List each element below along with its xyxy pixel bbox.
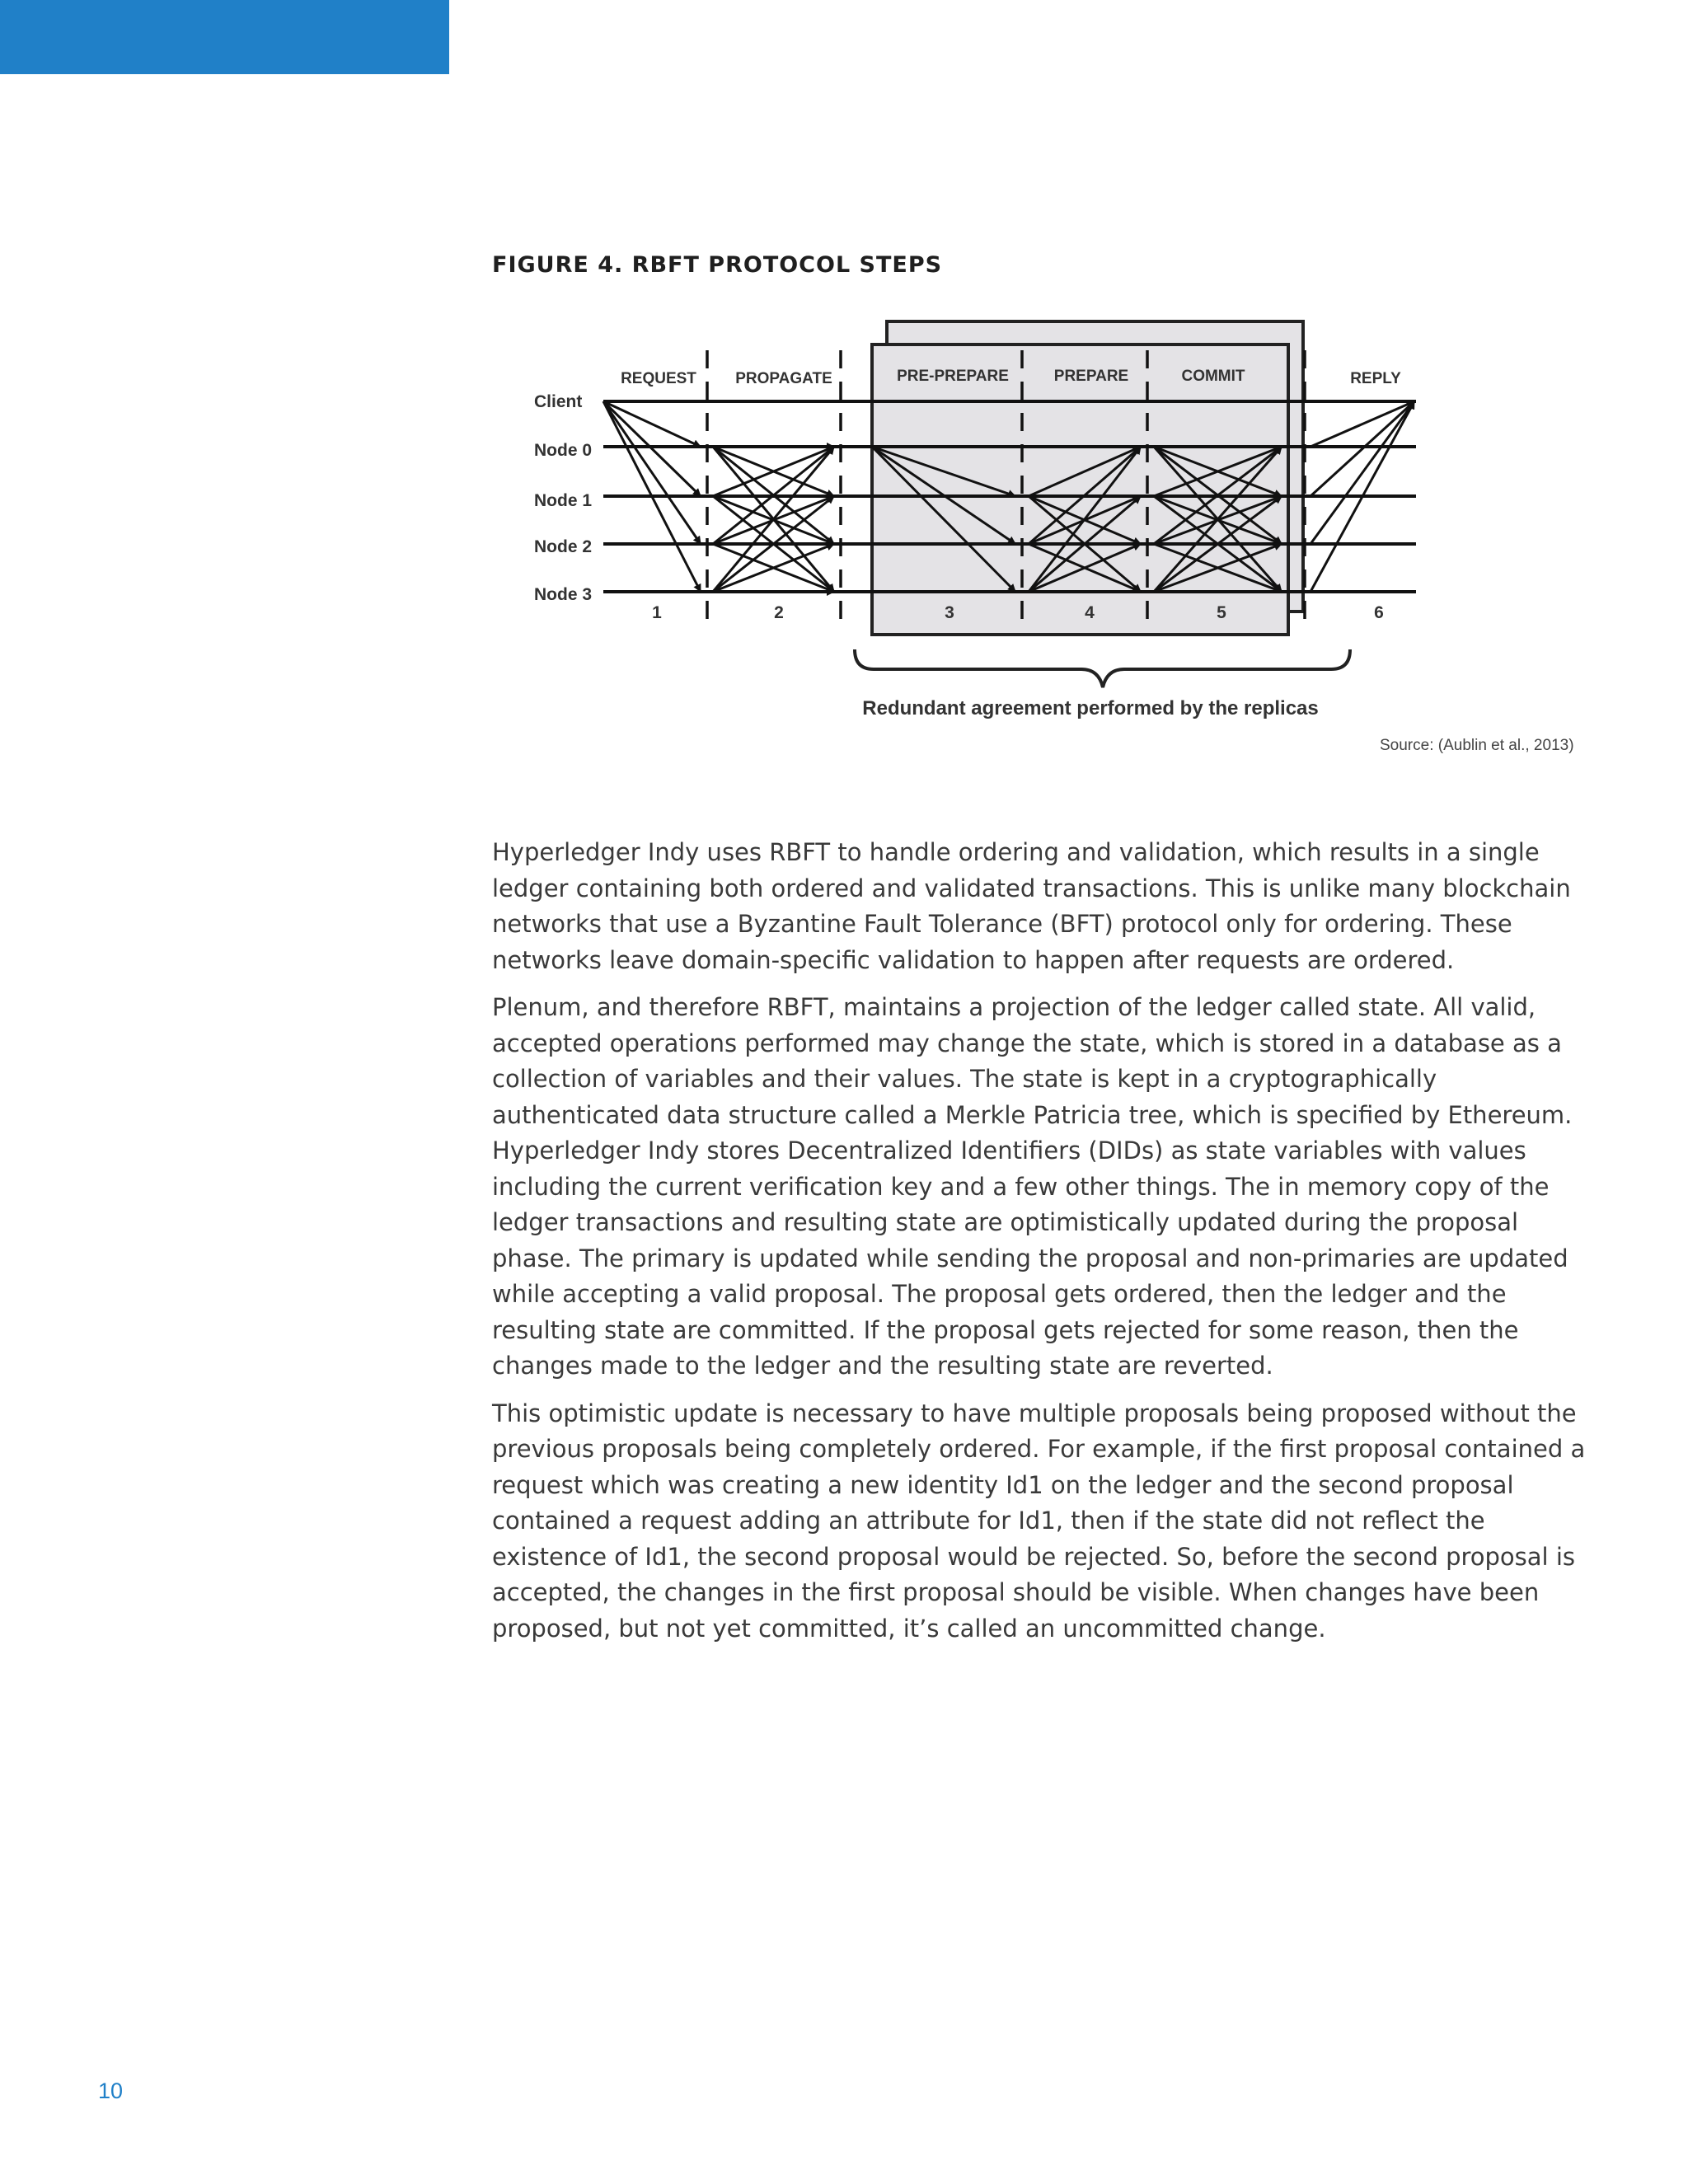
figure-title: FIGURE 4. RBFT PROTOCOL STEPS (492, 252, 943, 278)
phase-label-commit: COMMIT (1181, 368, 1245, 385)
step-number-1: 1 (652, 603, 662, 622)
step-number-2: 2 (774, 603, 784, 622)
step-number-6: 6 (1374, 603, 1384, 622)
row-label-node-0: Node 0 (534, 441, 593, 460)
phase-label-reply: REPLY (1350, 370, 1401, 387)
figure-source: Source: (Aublin et al., 2013) (1380, 737, 1574, 754)
rbft-protocol-diagram (495, 313, 1442, 725)
message-arrow (603, 401, 701, 496)
header-accent-bar (0, 0, 449, 74)
paragraph: Hyperledger Indy uses RBFT to handle ordering and validation, which results in a single ledger containing both ordered and validated transactions. This is unlike many blockchain networks that use a Byzantine Fault Tolerance (BFT) protocol only for ordering. These networks leave domain-specific validation to happen after requests are ordered. (492, 838, 1571, 974)
step-number-3: 3 (945, 603, 954, 622)
paragraph: Plenum, and therefore RBFT, maintains a projection of the ledger called state. All valid, accepted operations performed may change the state, which is stored in a database as a collection of variables and their values. The state is kept in a cryptographically authenticated data structure called a Merkle Patricia tree, which is specified by Ethereum. Hyperledger Indy stores Decentralized Identifiers (DIDs) as state variables with values including the current verification key and a few other things. The in memory copy of the ledger transactions and resulting state are optimistically updated during the proposal phase. The primary is updated while sending the proposal and non-primaries are updated while accepting a valid proposal. The proposal gets ordered, then the ledger and the resulting state are committed. If the proposal gets rejected for some reason, then the changes made to the ledger and the resulting state are reverted. (492, 993, 1573, 1380)
step-number-5: 5 (1217, 603, 1226, 622)
row-label-node-3: Node 3 (534, 585, 593, 604)
brace-label: Redundant agreement performed by the replicas (862, 697, 1319, 719)
phase-label-propagate: PROPAGATE (735, 370, 832, 387)
row-label-client: Client (534, 392, 583, 411)
message-arrow (1311, 401, 1414, 496)
body-text (492, 835, 1597, 1658)
step-number-4: 4 (1085, 603, 1095, 622)
phase-label-prepare: PREPARE (1053, 368, 1129, 385)
row-label-node-2: Node 2 (534, 537, 593, 556)
page-number: 10 (98, 2079, 124, 2103)
brace (855, 649, 1350, 687)
row-label-node-1: Node 1 (534, 491, 593, 510)
phase-label-request: REQUEST (621, 370, 696, 387)
phase-label-pre-prepare: PRE-PREPARE (897, 368, 1009, 385)
paragraph: This optimistic update is necessary to have multiple proposals being proposed without the previous proposals being completely ordered. For example, if the first proposal contained a request which was creating a new identity Id1 on the ledger and the second proposal contained a request adding an attribute for Id1, then if the state did not reflect the existence of Id1, the second proposal would be rejected. So, before the second proposal is accepted, the changes in the first proposal should be visible. When changes have been proposed, but not yet committed, it’s called an uncommitted change. (492, 1399, 1586, 1643)
